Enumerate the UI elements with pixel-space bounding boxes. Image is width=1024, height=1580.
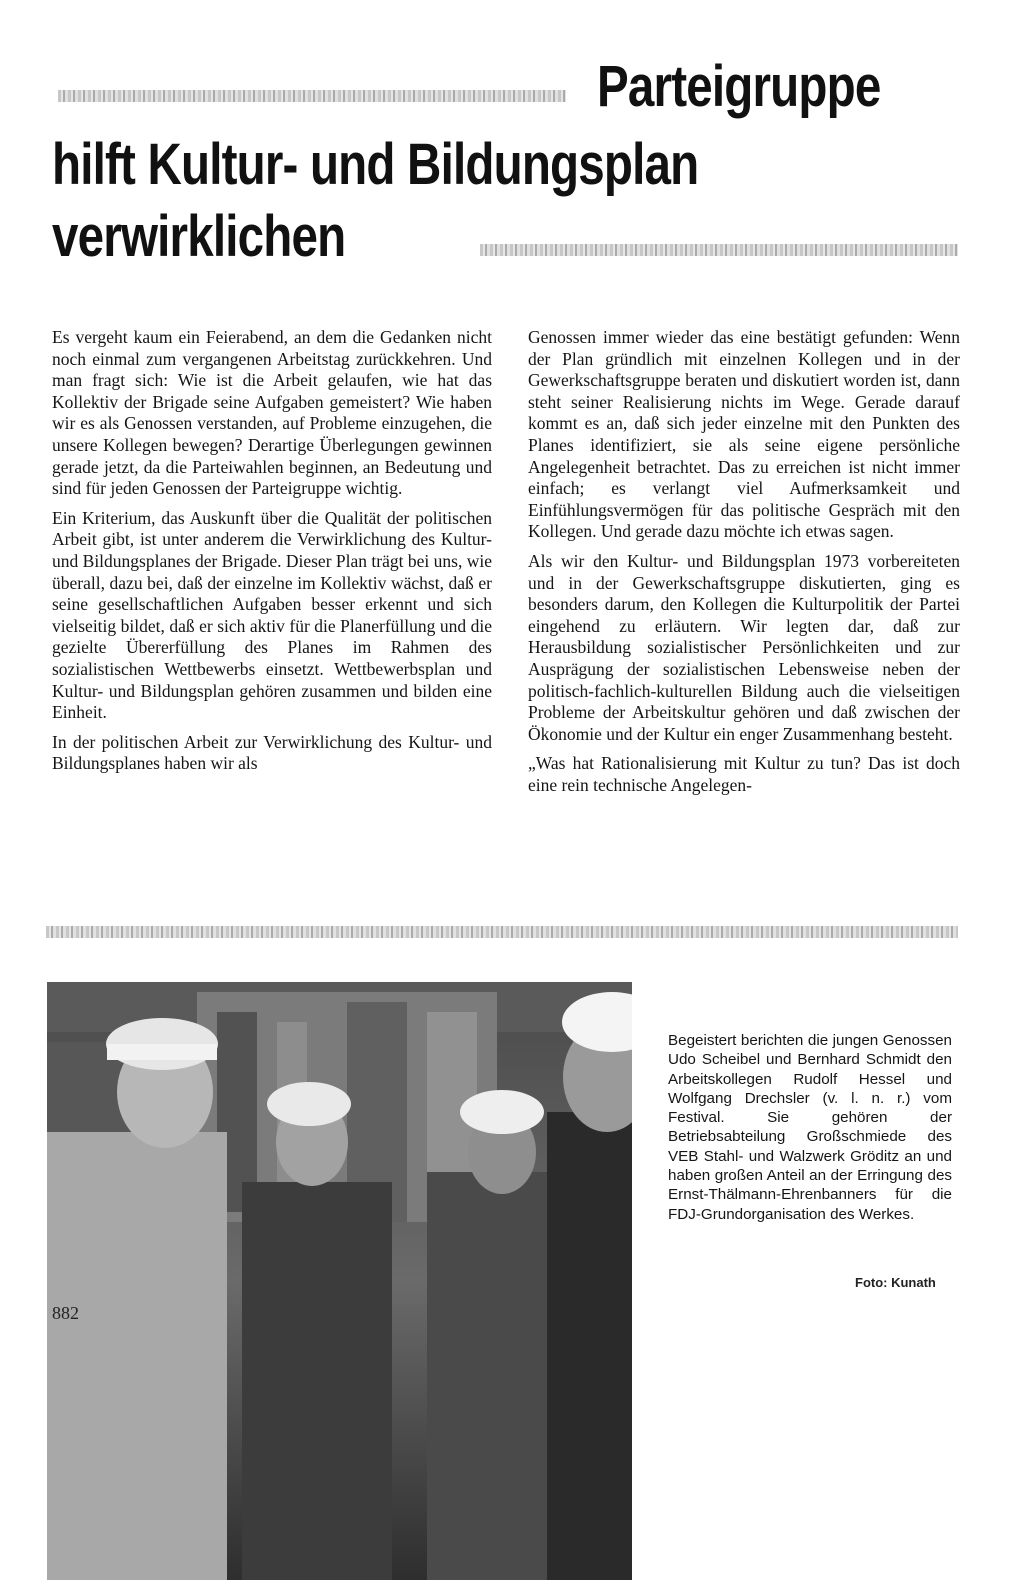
paragraph: Genossen immer wieder das eine bestätigt gefunden: Wenn der Plan gründlich mit einzelnen Kollegen und in der Gewerkschaftsgruppe beraten und diskutiert worden ist, dann steht seiner Realisierung nichts im Wege. Gerade darauf kommt es an, daß sich jeder einzelne mit den Punkten des Planes identifiziert, sie als seine eigene persönliche Angelegenheit betrachtet. Das zu erreichen ist nicht immer einfach; es verlangt viel Aufmerksamkeit und Einfühlungsvermögen für das politische Gespräch mit den Kollegen. Und gerade dazu möchte ich etwas sagen. <box>528 327 960 542</box>
headline-line-3: verwirklichen <box>52 204 346 269</box>
decorative-rule-middle <box>46 926 958 938</box>
paragraph: Als wir den Kultur- und Bildungsplan 1973 vorbereiteten und in der Gewerkschaftsgruppe diskutierten, ging es besonders darum, den Kollegen die Kulturpolitik der Partei eingehend zu erläutern. Wir legten dar, daß zur Herausbildung sozialistischer Persönlichkeiten und zur Ausprägung der sozialistischen Lebensweise neben der politisch-fachlich-kulturellen Bildung auch die vielseitigen Probleme der Arbeitskultur gehören und daß zwischen der Ökonomie und der Kultur ein enger Zusammenhang besteht. <box>528 550 960 744</box>
photo-caption: Begeistert berichten die jungen Genossen Udo Scheibel und Bernhard Schmidt den Arbeitskollegen Rudolf Hessel und Wolfgang Drechsler (v. l. n. r.) vom Festival. Sie gehören der Betriebsabteilung Großschmiede des VEB Stahl- und Walzwerk Gröditz an und haben großen Anteil an der Erringung des Ernst-Thälmann-Ehrenbanners für die FDJ-Grundorganisation des Werkes. <box>668 1032 952 1223</box>
decorative-rule-top <box>58 90 566 102</box>
article-column-right <box>528 327 960 804</box>
headline-line-2: hilft Kultur- und Bildungsplan <box>52 132 699 197</box>
decorative-rule-headline <box>480 244 958 256</box>
headline-line-1: Parteigruppe <box>597 54 881 119</box>
photo-credit: Foto: Kunath <box>855 1275 936 1290</box>
page-number: 882 <box>52 1303 79 1323</box>
paragraph: Es vergeht kaum ein Feierabend, an dem die Gedanken nicht noch einmal zum vergangenen Arbeitstag zurückkehren. Und man fragt sich: Wie ist die Arbeit gelaufen, wie hat das Kollektiv der Brigade seine Aufgaben gemeistert? Wie haben wir es als Genossen verstanden, auf Probleme einzugehen, die unsere Kollegen bewegen? Derartige Überlegungen gewinnen gerade jetzt, da die Parteiwahlen beginnen, an Bedeutung und sind für jeden Genossen der Parteigruppe wichtig. <box>52 327 492 499</box>
paragraph: In der politischen Arbeit zur Verwirklichung des Kultur- und Bildungsplanes haben wir als <box>52 731 492 774</box>
photo-workers <box>47 982 632 1580</box>
photo-illustration <box>47 982 632 1580</box>
article-column-left <box>52 327 492 783</box>
paragraph: „Was hat Rationalisierung mit Kultur zu tun? Das ist doch eine rein technische Angelegen- <box>528 753 960 795</box>
paragraph: Ein Kriterium, das Auskunft über die Qualität der politischen Arbeit gibt, ist unter anderem die Verwirklichung des Kultur- und Bildungsplanes der Brigade. Dieser Plan trägt bei uns, wie überall, dazu bei, daß der einzelne im Kollektiv wächst, daß er seine gesellschaftlichen Aufgaben besser erkennt und sich vielseitig bildet, daß er sich aktiv für die Planerfüllung und die gezielte Übererfüllung des Planes im Rahmen des sozialistischen Wettbewerbs einsetzt. Wettbewerbsplan und Kultur- und Bildungsplan gehören zusammen und bilden eine Einheit. <box>52 507 492 723</box>
